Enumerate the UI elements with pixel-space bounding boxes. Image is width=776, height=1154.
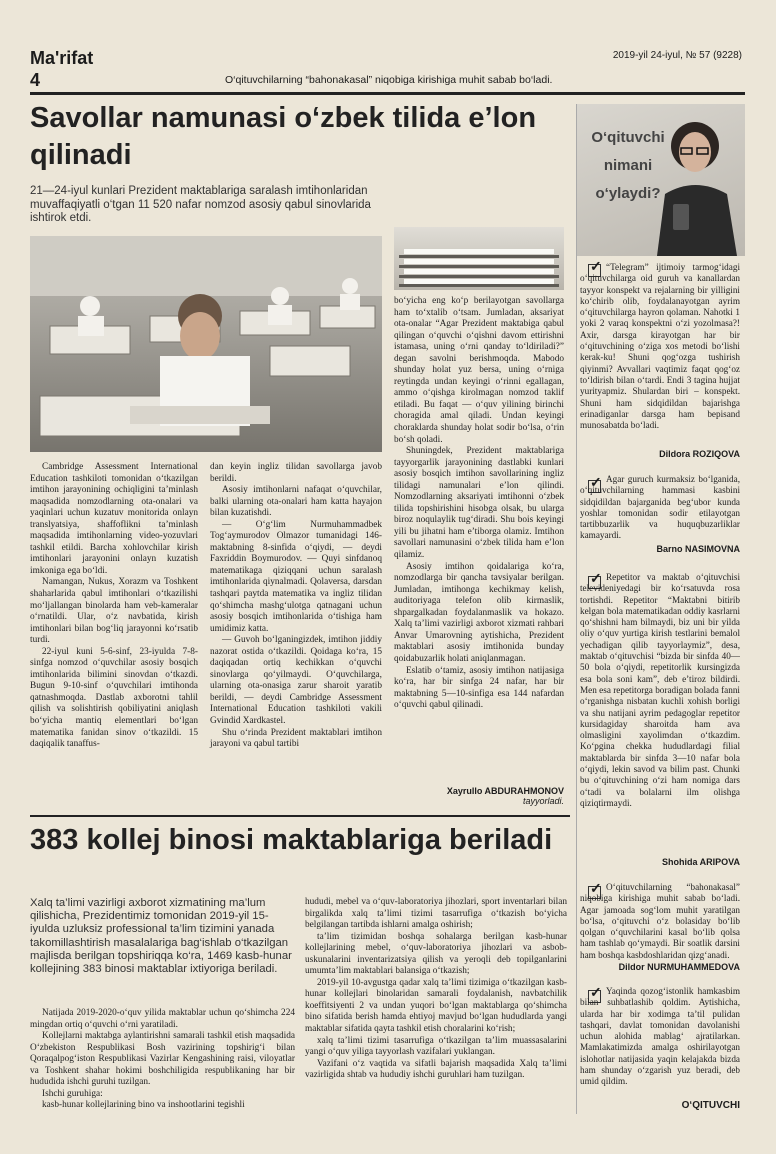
sidebar-title-line: o‘ylaydi? <box>595 185 661 202</box>
sidebar-entry <box>580 262 740 431</box>
paragraph: xalq ta’limi tizimi tasarrufiga o‘tkazilgan ta’lim muassasalarini yangi o‘quv yiliga tayyorlash vazifalari yuklangan. <box>305 1035 567 1058</box>
article1-column-2 <box>210 462 382 751</box>
paragraph: Natijada 2019-2020-o‘quv yilida maktablar uchun qo‘shimcha 224 mingdan ortiq o‘quvchi o‘rni yaratiladi. <box>30 1008 295 1030</box>
entry-author: Shohida ARIPOVA <box>661 857 740 867</box>
paragraph: ta’lim tizimidan boshqa sohalarga berilgan kasb-hunar kollejlarining mebel, o‘quv-laboratoriya jihozlari va asbob-uskunalarini inventarizatsiya qilish va yeroqli deb topilganlarini umumta’lim maktablari balansiga o‘tkazish; <box>305 931 567 977</box>
running-head: O‘qituvchilarning “bahonakasal” niqobiga kirishiga muhit sabab bo‘ladi. <box>225 74 553 86</box>
article1-lead: 21—24-iyul kunlari Prezident maktablariga saralash imtihonlaridan muvaffaqiyatli o‘tgan 11 520 nafar nomzod asosiy qabul sinovlarida ishtirok etdi. <box>30 185 371 225</box>
issue-info: 2019-yil 24-iyul, № 57 (9228) <box>612 50 742 61</box>
sidebar-title-line: nimani <box>603 157 653 174</box>
paragraph: — O‘g‘lim Nurmuhammadbek Tog‘aymurodov Olmazor tumanidagi 146-maktabning 8-sinfida o‘qiydi, — deydi Faxriddin Boymurodov. — Quyi sinfdanoq matematikaga qiziqqani uchun saralash imtihonlarida qiynalmadi. Qolaversa, darsdan tashqari paytda matematika va ingliz tilidan qo‘shimcha mashg‘ulotga qatnagani uchun asosiy bosqich imtihonlarida o‘tishiga ham umidimiz katta. <box>210 519 382 634</box>
entry-author: Barno NASIMOVNA <box>656 544 740 554</box>
sidebar-title <box>588 124 668 208</box>
paragraph: Kollejlarni maktabga aylantirishni samarali tashkil etish maqsadida O‘zbekiston Respublikasi Bosh vazirining topshirig‘i bilan Qoraqalpog‘iston Respublikasi Vazirlar Kengashining raisi, viloyatlar va Toshkent shahar hokimi boshchiligida respublikaning har bir hududida ishchi guruhi tuzilgan. <box>30 1031 295 1088</box>
sidebar-entry <box>580 572 740 809</box>
article-divider <box>30 815 570 817</box>
entry-text: Repetitor va maktab o‘qituvchisi televideniyedagi bir ko‘rsatuvda rosa tortishdi. Repetitor “Maktabni bitirib kelgan bola matematikadan oddiy kasrlarni qo‘shishni ham bilmaydi, biz uni bir yilda oliy o‘quv yurtiga kirish testlarini bemalol yechadigan qilib tayyorlaymiz”, desa, maktab o‘qituvchisi “bizda bir sinfda 40—50 bola o‘qiydi, repetitorlik kursingizda esa bola soni kam”, deb e’tiroz bildirdi. Men esa repetitorga boradigan bolada fanni o‘rganishga nisbatan kuchli xohish borligi va shu natijani ayrim pedagoglar repetitor kursidagiday sharoitda ham ava olmasligini xayolimdan o‘tkazdim. Ko‘pgina chekka hududlardagi filial maktablarda bir sinfda 3—10 nafar bola o‘qiydi, lekin savod va bilim past. Chunki bu o‘qituvchining o‘zi ham nomiga dars o‘tadi va bolalarni ilm olishga qiziqtirmaydi. <box>580 572 740 808</box>
exam-overview-photo <box>394 227 564 290</box>
sidebar-entry <box>580 882 740 961</box>
paragraph: dan keyin ingliz tilidan savollarga javob berildi. <box>210 462 382 484</box>
paragraph: Ishchi guruhiga: <box>42 1088 103 1099</box>
paragraph: Namangan, Nukus, Xorazm va Toshkent shaharlarida qabul imtihonlari o‘tkazilishi mo‘ljallangan binolarda ham veb-kameralar o‘rnatildi. Ular, o‘z navbatida, kirish imtihonlari bilan bog‘liq jarayonni ko‘rsatib turdi. <box>30 577 198 646</box>
paragraph: — Guvoh bo‘lganingizdek, imtihon jiddiy nazorat ostida o‘tkazildi. Qoidaga ko‘ra, 15 daqiqadan ortiq kechikkan o‘quvchi sinovlarga qo‘yilmaydi. O‘quvchilarga, ularning ota-onasiga zarur sharoit yaratib berildi, — deydi Cambridge Assessment International Education tashkiloti vakili Gvindid Xardkastel. <box>210 635 382 727</box>
entry-text: Agar guruch kurmaksiz bo‘lganida, o‘qituvchilarning hammasi kasbini sidqidildan bajarganida beg‘ubor kunda yoshlar tomonidan sodir etilayotgan tartibbuzarlik va huquqbuzarliklar kamayardi. <box>580 474 740 541</box>
paragraph: Eslatib o‘tamiz, asosiy imtihon natijasiga ko‘ra, har bir sinfga 24 nafar, har bir maktabning 5—10-sinfiga esa 144 nafardan o‘quvchi qabul qilinadi. <box>394 665 564 711</box>
signature-role: tayyorladi. <box>522 796 564 806</box>
entry-text: Yaqinda qozog‘istonlik hamkasbim bilan suhbatlashib qoldim. Aytishicha, ularda har bir xodimga ta’til pulidan tashqari, davlat tomonidan davolanishi uchun alohida mablag‘ ajratilarkan. Mamlakatimizda amalga oshirilayotgan islohotlar natijasida yaqin kelajakda bizda ham shunday o‘zgarish yuz beradi, deb umid qildim. <box>580 986 740 1087</box>
sidebar-entry <box>580 986 740 1088</box>
paragraph: 22-iyul kuni 5-6-sinf, 23-iyulda 7-8-sinfga nomzod o‘quvchilar asosiy bosqich imtihonlarida bilimini sinovdan o‘tkazdi. Bugun 9-10-sinf o‘quvchilari imtihonda qatnashmoqda. Dastlab axborotni tahlil qilish va solishtirish qobiliyatini aniqlash bo‘yicha mantiq elementlari bo‘lgan matematika fanidan sinov o‘tkazildi. 15 daqiqalik tanaffus- <box>30 646 198 750</box>
paragraph: Asosiy imtihon qoidalariga ko‘ra, nomzodlarga bir qancha tavsiyalar berilgan. Jumladan, imtihonga kechikmay kelish, auditoriyaga telefon olib kirmaslik, shpargalkadan foydalanmaslik va hokazo. Xalq ta’limi vazirligi axborot xizmati rahbari Anvar Umarovning aytishicha, Prezident maktablari asosiy imtihonida bunday qoidabuzarlik holati aniqlanmagan. <box>394 561 564 664</box>
sidebar-title-line: O‘qituvchi <box>591 129 665 146</box>
paragraph: Asosiy imtihonlarni nafaqat o‘quvchilar, balki ularning ota-onalari ham katta hayajon bilan kuzatishdi. <box>210 485 382 519</box>
signature-name: Xayrullo ABDURAHMONOV <box>446 786 564 796</box>
sidebar-footer: O‘QITUVCHI <box>681 1100 740 1111</box>
entry-text: “Telegram” ijtimoiy tarmog‘idagi o‘qituvchilarga oid guruh va kanallardan tayyor konspekt va rejalarning bir yilligini ko‘chirib olib, foydalanayotgan ayrim o‘qituvchilarga hayron qolaman. Nahotki 1 yoki 2 varaq konspektni o‘zi yozolmasa?! Axir, darsga kirayotgan har bir o‘qituvchining o‘ziga xos metodi bo‘lishi kerak-ku! Shuni qog‘ozga tushirish qiyinmi? Avvallari vaqtimiz faqat qog‘oz to‘ldirish bilan o‘tardi. Endi 3 tagina hujjat yurityapmiz. Shulardan biri – konspekt. Shuni ham sidqidildan bajarishga erinadiganlar darsga ham bepisand munosabatda bo‘ladi. <box>580 262 740 431</box>
article1-column-1 <box>30 462 198 751</box>
article1-signature <box>394 786 564 806</box>
paragraph: bo‘yicha eng ko‘p berilayotgan savollarga ham to‘xtalib o‘tsam. Jumladan, aksariyat ota-onalar “Agar Prezident maktabiga qabul qilingan o‘quvchi o‘qishni davom ettirishni istamasa, uning o‘rni qanday to‘ldiriladi?” degan savolni berishmoqda. Mabodo shunday holat yuz bersa, uning o‘rniga reytingda undan keyingi o‘rinni egallagan, ammo o‘qishga kirolmagan nomzod taklif etiladi. Bu faqat — o‘quv yilining birinchi choragida amal qiladi. Undan keyingi choraklarda shunday holat sodir bo‘lsa, o‘rin bo‘sh qoladi. <box>394 296 564 445</box>
article2-lead: Xalq ta’limi vazirligi axborot xizmatining ma’lum qilishicha, Prezidentimiz tomonidan 2019-yil 15-iyulda uzluksiz professional ta’lim tizimini yanada takomillashtirish masalalariga bag‘ishlab o‘tkazilgan majlisda berilgan topshiriqqa ko‘ra, 1469 kasb-hunar kollejining 383 binosi maktablar ixtiyoriga beriladi. <box>30 897 292 976</box>
page-number: 4 <box>30 70 41 90</box>
paragraph: Shu o‘rinda Prezident maktablari imtihon jarayoni va qabul tartibi <box>210 727 382 750</box>
paragraph: Vazifani o‘z vaqtida va sifatli bajarish maqsadida Xalq ta’limi vazirligida shtab va hududiy ishchi guruhlari ham tuzilgan. <box>305 1058 567 1081</box>
article2-title: 383 kollej binosi maktablariga beriladi <box>30 824 553 856</box>
paragraph: 2019-yil 10-avgustga qadar xalq ta’limi tizimiga o‘tkazilgan kasb-hunar kollejlari binolaridan samarali foydalanish, navbatchilik koeffitsiyenti 2 va undan yuqori bo‘lgan maktablarga qo‘shimcha bino sifatida berish hamda ehtiyoj mavjud bo‘lgan hududlarda yangi maktablar sifatida qayta tashkil etish choralarini ko‘rish; <box>305 977 567 1035</box>
paragraph: kasb-hunar kollejlarining bino va inshootlarini tegishli <box>42 1100 245 1111</box>
exam-hall-photo <box>30 236 382 452</box>
entry-author: Dildora ROZIQOVA <box>659 449 740 459</box>
entry-author: Dildor NURMUHAMMEDOVA <box>618 962 740 972</box>
masthead: Ma'rifat <box>30 48 94 68</box>
paragraph: hududi, mebel va o‘quv-laboratoriya jihozlari, sport inventarlari bilan birgalikda xalq ta’limi tizimi tasarrufiga o‘tkazish bo‘yicha belgilangan tartibda ishlarni amalga oshirish; <box>305 897 567 931</box>
paragraph: Cambridge Assessment International Education tashkiloti tomonidan o‘tkazilgan imtihon jarayonining ochiqligini ta’minlash maqsadida nomzodlarning ota-onalari va yaqinlari uchun kuzatuv monitorida onlayn translyatsiya, shaffoflikni ta’minlash maqsadida imtihonlarning video-yozuvlari tashkil etildi. Barcha xohlovchilar kirish imtihonlari jarayonini onlayn kuzatish imkoniga ega bo‘ldi. <box>30 462 198 576</box>
sidebar-entry <box>580 474 740 542</box>
article1-title: Savollar namunasi o‘zbek tilida e’lon qilinadi <box>30 102 537 171</box>
article1-column-3 <box>394 296 564 712</box>
article2-column-1 <box>30 1008 295 1112</box>
article2-column-2 <box>305 897 567 1082</box>
entry-text: O‘qituvchilarning “bahonakasal” niqobiga kirishiga muhit sabab bo‘ladi. Agar jamoada sog‘lom muhit yaratilgan bo‘lsa, o‘qituvchi o‘z bolasiday bo‘lib qolgan o‘quvchilarini kasal bo‘lib qolsa ham tashlab qo‘ymaydi. Bir soatlik darsini ham boshqa kasbdoshlaridan qizg‘anadi. <box>580 882 740 960</box>
header-rule <box>30 92 745 95</box>
paragraph: Shuningdek, Prezident maktablariga tayyorgarlik jarayonining dastlabki kunlari asosiy bosqich imtihon savollarining ingliz tilidagi namunalari e’lon qilindi. Nomzodlarning aksariyati imtihonni o‘zbek tilida topshirishini hisobga olsak, bu ularga biroz noqulaylik tug‘diradi. Shu bois keyingi yili bu jihatni ham e’tiborga olamiz. Imtihon savollari namunasini o‘zbek tilida ham e’lon qilamiz. <box>394 446 564 561</box>
